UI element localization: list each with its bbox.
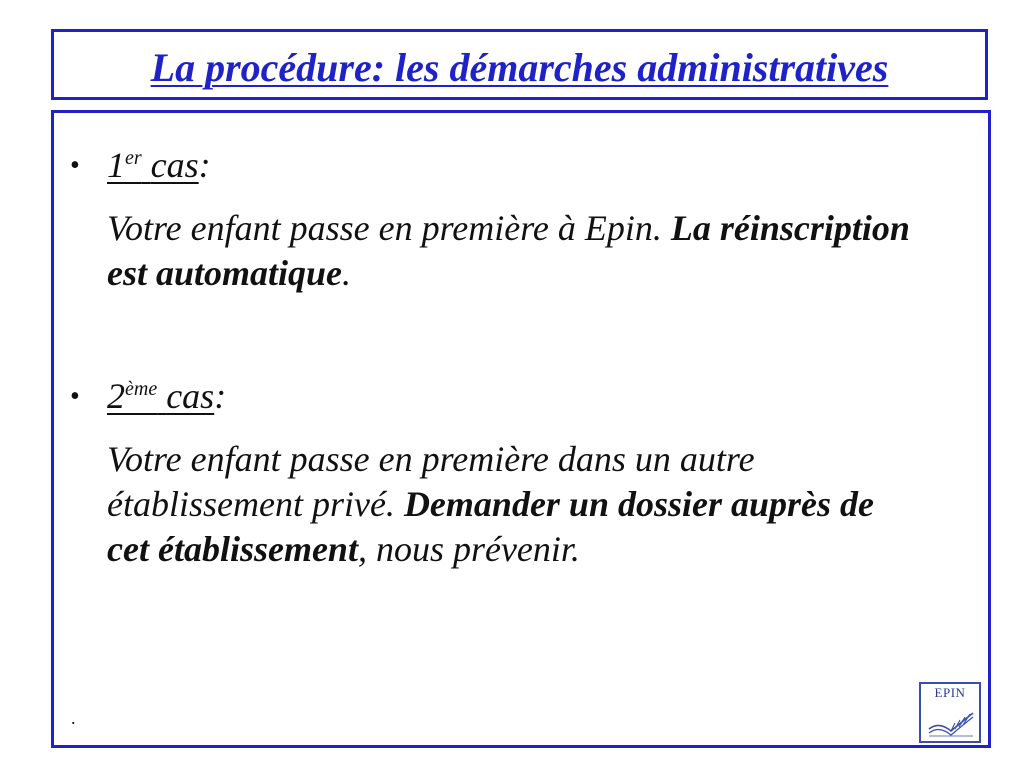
slide-title: La procédure: les démarches administratives xyxy=(150,45,889,90)
footer-dot: . xyxy=(71,708,76,728)
case-1-text: Votre enfant passe en première à Epin. La réinscription est automatique. xyxy=(107,208,910,293)
case-1-heading: 1er cas: xyxy=(107,145,211,185)
logo-text: EPIN xyxy=(934,685,966,700)
bullet-1: • xyxy=(70,150,80,181)
case-1-label: 1er cas xyxy=(107,145,199,185)
epin-logo xyxy=(919,682,981,743)
bullet-2: • xyxy=(70,381,80,412)
case-2-text: Votre enfant passe en première dans un autre établissement privé. Demander un dossier auprès de cet établissement, nous prévenir. xyxy=(107,439,874,569)
title-frame xyxy=(51,29,988,100)
book-icon xyxy=(925,703,977,739)
case-2-heading: 2ème cas: xyxy=(107,376,227,416)
case-2-label: 2ème cas xyxy=(107,376,215,416)
